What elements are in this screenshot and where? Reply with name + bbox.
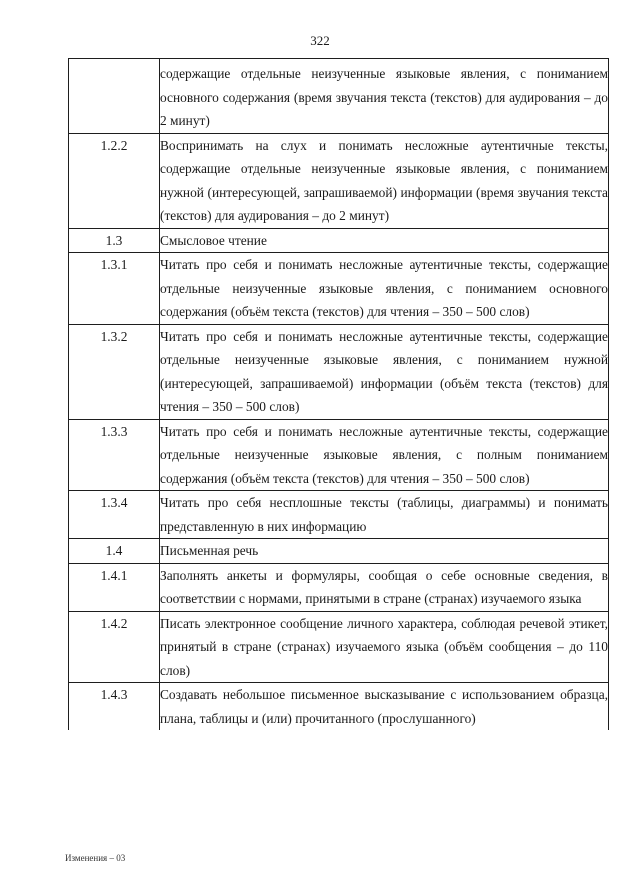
table-row [69, 419, 609, 491]
table-row [69, 563, 609, 611]
row-code: 1.3.1 [69, 253, 160, 325]
row-text-content: Создавать небольшое письменное высказывание с использованием образца, плана, таблицы и (или) прочитанного (прослушанного) [160, 687, 608, 726]
row-code [69, 59, 160, 134]
row-code: 1.2.2 [69, 133, 160, 228]
row-text [160, 253, 609, 325]
row-text-content: Заполнять анкеты и формуляры, сообщая о себе основные сведения, в соответствии с нормами, принятыми в стране (странах) изучаемого языка [160, 567, 608, 606]
row-text [160, 133, 609, 228]
table-row [69, 491, 609, 539]
table-row [69, 253, 609, 325]
row-text [160, 59, 609, 134]
row-code: 1.4 [69, 539, 160, 564]
row-text-content: Воспринимать на слух и понимать несложные аутентичные тексты, содержащие отдельные неизученные языковые явления, с пониманием нужной (интересующей, запрашиваемой) информации (время звучания текста (текстов) для аудирования – до 2 минут) [160, 137, 608, 223]
table-row [69, 133, 609, 228]
table-row [69, 324, 609, 419]
row-text [160, 611, 609, 683]
page-number: 322 [310, 33, 330, 48]
table-row [69, 683, 609, 731]
row-text-content: Читать про себя несплошные тексты (таблицы, диаграммы) и понимать представленную в них информацию [160, 495, 608, 534]
row-text [160, 563, 609, 611]
row-text [160, 228, 609, 253]
row-code: 1.3.3 [69, 419, 160, 491]
table-row [69, 611, 609, 683]
row-text-content: Письменная речь [160, 543, 259, 558]
row-text-content: Писать электронное сообщение личного характера, соблюдая речевой этикет, принятый в стране (странах) изучаемого языка (объём сообщения – до 110 слов) [160, 615, 608, 678]
row-code: 1.3.2 [69, 324, 160, 419]
row-code: 1.4.2 [69, 611, 160, 683]
row-code: 1.4.1 [69, 563, 160, 611]
row-code: 1.3 [69, 228, 160, 253]
row-code: 1.4.3 [69, 683, 160, 731]
row-text [160, 324, 609, 419]
row-text-content: Смысловое чтение [160, 232, 267, 248]
row-text-content: Читать про себя и понимать несложные аутентичные тексты, содержащие отдельные неизученные языковые явления, с полным пониманием содержания (объём текста (текстов) для чтения – 350 – 500 слов) [160, 423, 608, 486]
row-code: 1.3.4 [69, 491, 160, 539]
footer-revision: Изменения – 03 [65, 853, 126, 863]
table-row [69, 59, 609, 134]
row-text-content: содержащие отдельные неизученные языковые явления, с пониманием основного содержания (время звучания текста (текстов) для аудирования – до 2 минут) [160, 66, 608, 128]
table-row [69, 228, 609, 253]
row-text [160, 683, 609, 731]
requirements-table [68, 58, 609, 730]
row-text [160, 491, 609, 539]
row-text-content: Читать про себя и понимать несложные аутентичные тексты, содержащие отдельные неизученные языковые явления, с пониманием нужной (интересующей, запрашиваемой) информации (объём текста (текстов) для чтения – 350 – 500 слов) [160, 328, 608, 414]
table-row [69, 539, 609, 564]
row-text [160, 419, 609, 491]
row-text [160, 539, 609, 564]
row-text-content: Читать про себя и понимать несложные аутентичные тексты, содержащие отдельные неизученные языковые явления, с пониманием основного содержания (объём текста (текстов) для чтения – 350 – 500 слов) [160, 257, 608, 319]
